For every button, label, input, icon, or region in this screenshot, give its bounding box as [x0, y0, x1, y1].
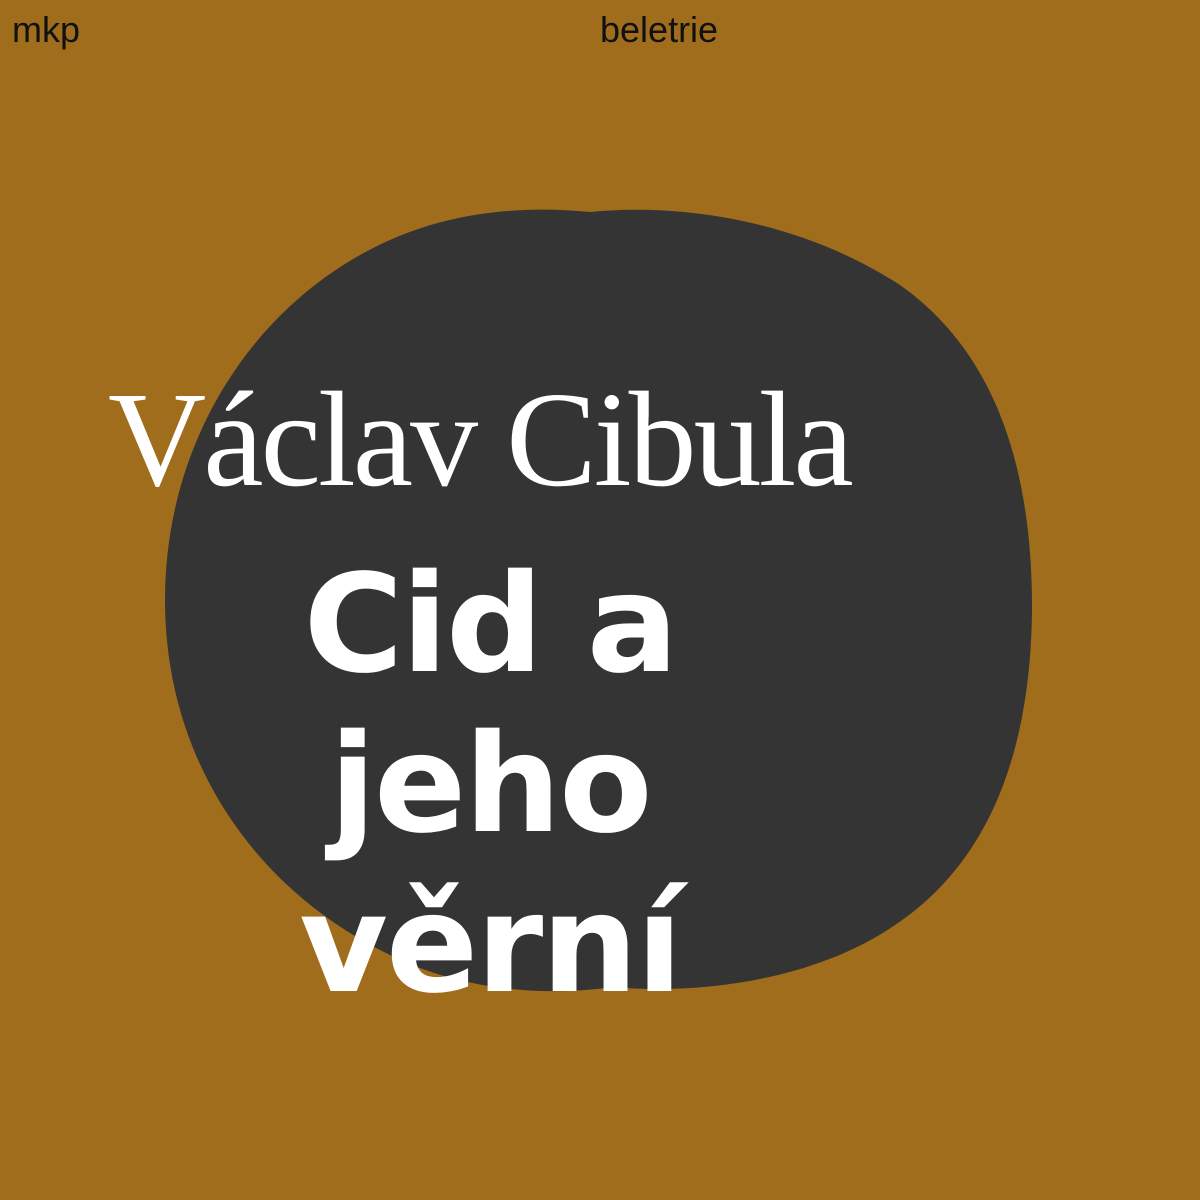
book-title: Cid a jeho věrní — [299, 546, 681, 1024]
author-name: Václav Cibula — [108, 365, 851, 515]
category-label: beletrie — [600, 9, 719, 50]
brand-label: mkp — [12, 9, 81, 50]
